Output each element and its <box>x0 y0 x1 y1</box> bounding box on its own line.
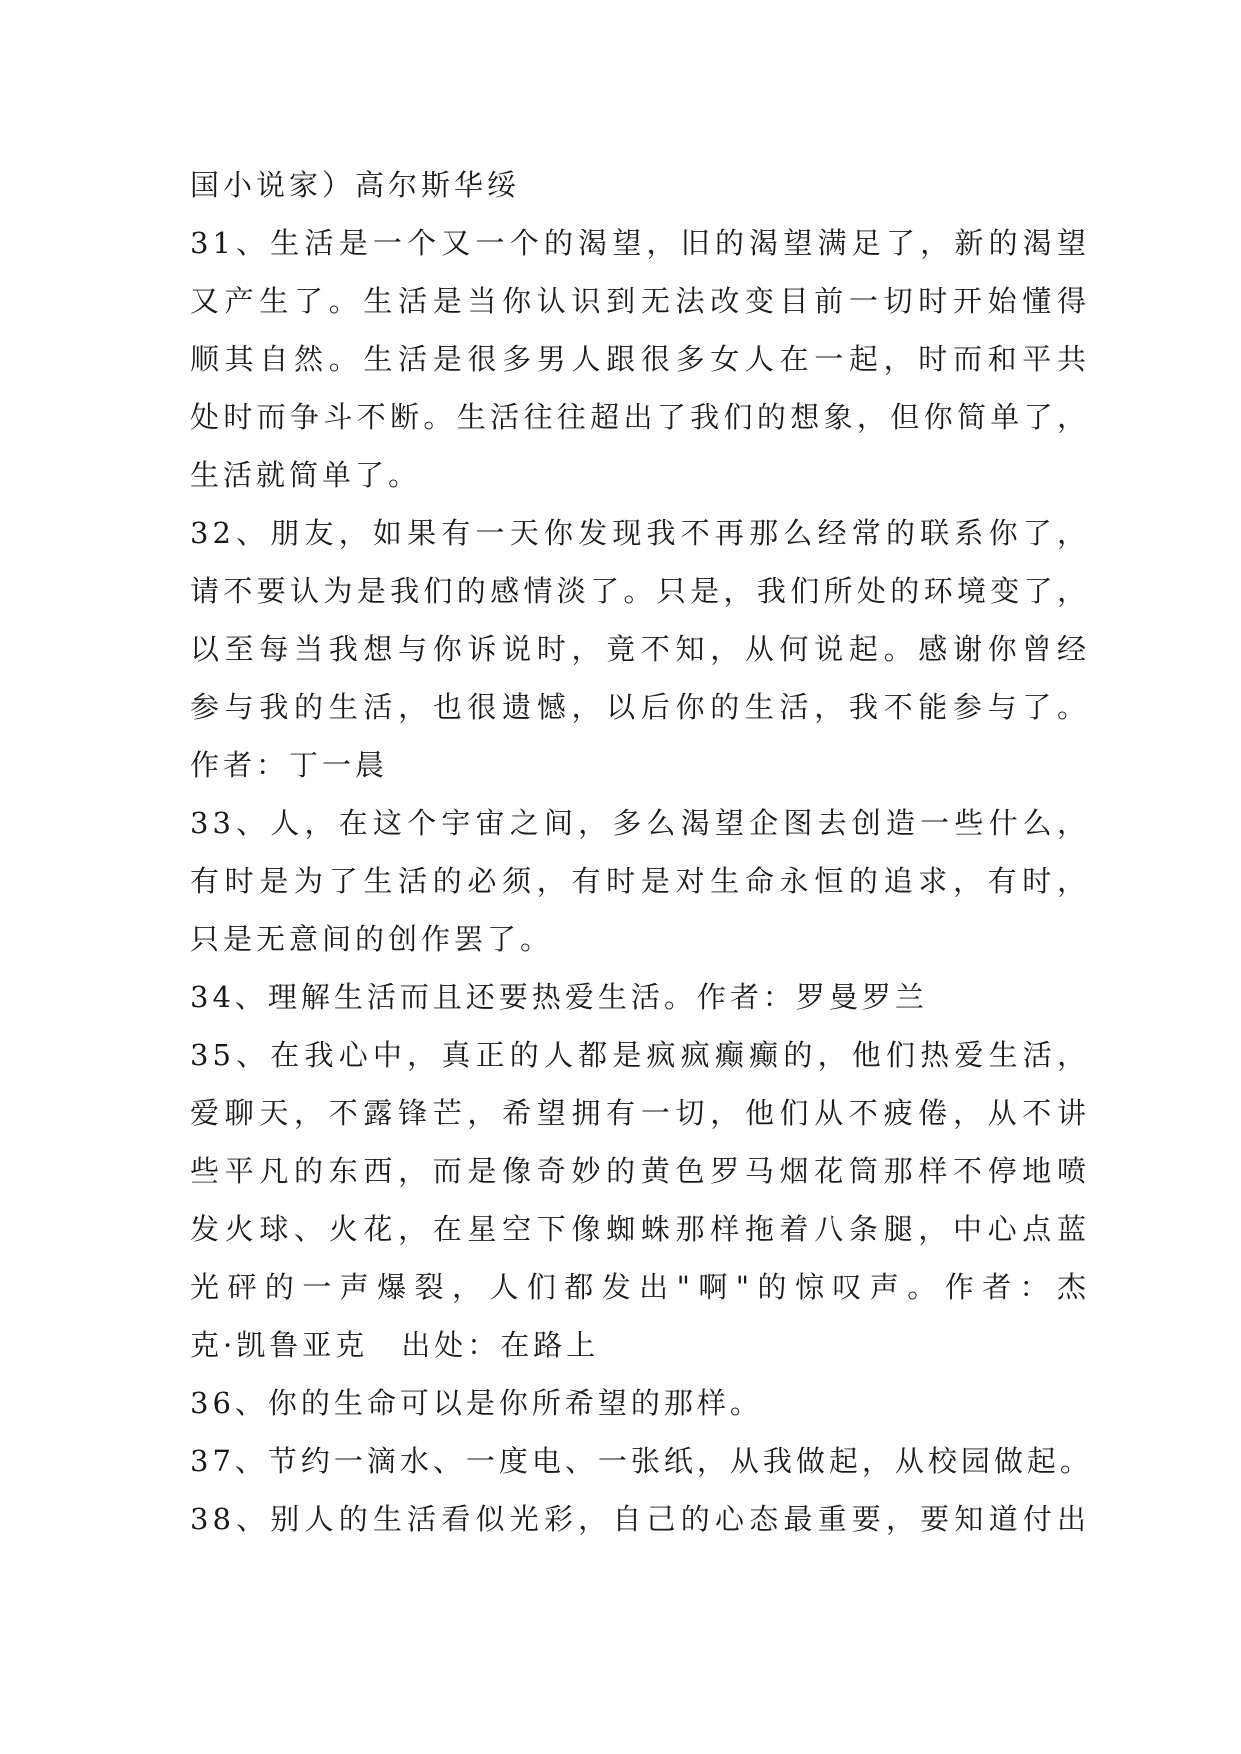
text-line: 37、节约一滴水、一度电、一张纸，从我做起，从校园做起。 <box>190 1444 1093 1478</box>
text-line: 34、理解生活而且还要热爱生活。作者：罗曼罗兰 <box>190 980 928 1014</box>
text-line: 有时是为了生活的必须，有时是对生命永恒的追求，有时， <box>190 864 1090 898</box>
text-line: 33、人，在这个宇宙之间，多么渴望企图去创造一些什么， <box>190 806 1090 840</box>
text-line: 36、你的生命可以是你所希望的那样。 <box>190 1386 763 1420</box>
text-line: 光砰的一声爆裂，人们都发出"啊"的惊叹声。作者：杰 <box>190 1270 1090 1304</box>
text-line: 生活就简单了。 <box>190 458 422 492</box>
text-line: 以至每当我想与你诉说时，竟不知，从何说起。感谢你曾经 <box>190 632 1090 666</box>
text-line: 35、在我心中，真正的人都是疯疯癫癫的，他们热爱生活， <box>190 1038 1090 1072</box>
text-line: 些平凡的东西，而是像奇妙的黄色罗马烟花筒那样不停地喷 <box>190 1154 1090 1188</box>
text-line: 31、生活是一个又一个的渴望，旧的渴望满足了，新的渴望 <box>190 226 1090 260</box>
text-line: 作者：丁一晨 <box>190 748 389 782</box>
text-line: 38、别人的生活看似光彩，自己的心态最重要，要知道付出 <box>190 1502 1090 1536</box>
text-line: 参与我的生活，也很遗憾，以后你的生活，我不能参与了。 <box>190 690 1090 724</box>
text-line: 顺其自然。生活是很多男人跟很多女人在一起，时而和平共 <box>190 342 1090 376</box>
text-line: 国小说家）高尔斯华绥 <box>190 168 521 202</box>
text-line: 爱聊天，不露锋芒，希望拥有一切，他们从不疲倦，从不讲 <box>190 1096 1090 1130</box>
text-line: 请不要认为是我们的感情淡了。只是，我们所处的环境变了， <box>190 574 1090 608</box>
text-line: 处时而争斗不断。生活往往超出了我们的想象，但你简单了， <box>190 400 1090 434</box>
text-line: 发火球、火花，在星空下像蜘蛛那样拖着八条腿，中心点蓝 <box>190 1212 1090 1246</box>
text-line: 克·凯鲁亚克 出处：在路上 <box>190 1328 600 1362</box>
text-line: 只是无意间的创作罢了。 <box>190 922 554 956</box>
text-line: 又产生了。生活是当你认识到无法改变目前一切时开始懂得 <box>190 284 1090 318</box>
text-line: 32、朋友，如果有一天你发现我不再那么经常的联系你了， <box>190 516 1090 550</box>
